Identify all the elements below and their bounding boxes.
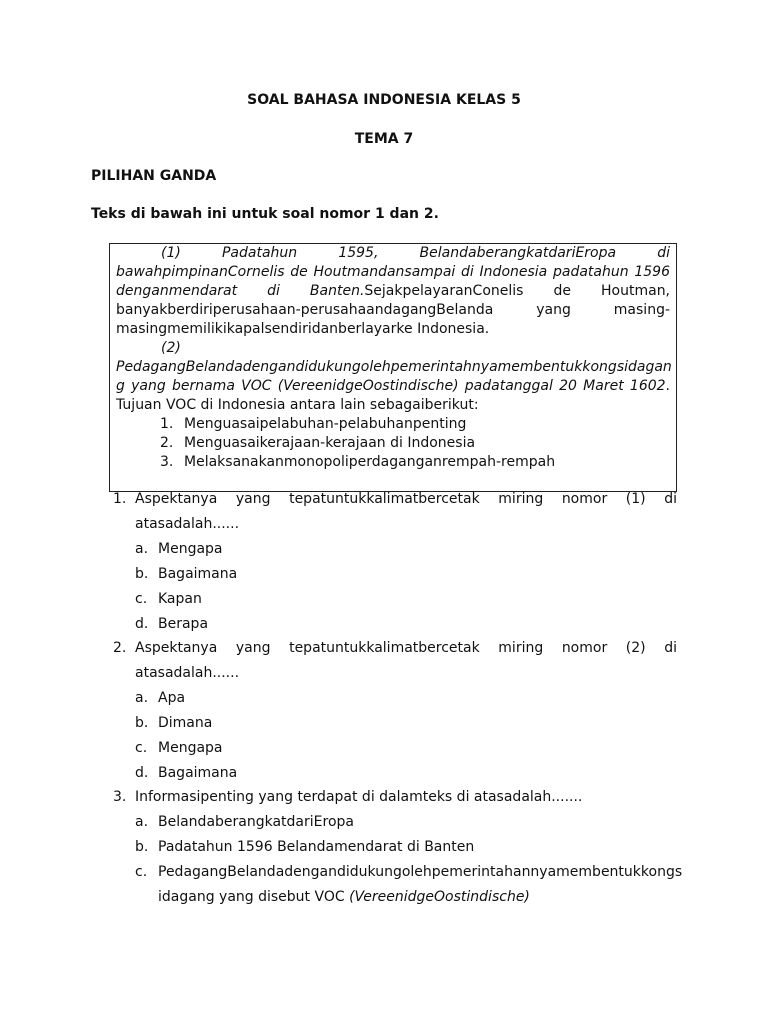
question-text-line1: Aspektanya yang tepatuntukkalimatbercetak miring nomor (2) di: [135, 640, 677, 656]
instruction-text: Teks di bawah ini untuk soal nomor 1 dan 2.: [91, 206, 439, 222]
option-text: BelandaberangkatdariEropa: [158, 814, 354, 830]
option-label: d.: [135, 616, 149, 632]
passage-p1-line5: masingmemilikikapalsendiridanberlayarke Indonesia.: [116, 321, 490, 337]
passage-p2-marker: (2): [161, 340, 181, 356]
option-text: Kapan: [158, 591, 202, 607]
passage-p1-line2: bawahpimpinanCornelis de Houtmandansampai di Indonesia padatahun 1596: [116, 264, 670, 280]
option-label: b.: [135, 715, 149, 731]
question-number: 3.: [113, 789, 127, 805]
passage-p2-line1: PedagangBelandadengandidukungolehpemerintahnyamembentukkongsidagan: [116, 359, 672, 375]
passage-p1-line1: (1) Padatahun 1595, BelandaberangkatdariEropa di: [161, 245, 671, 261]
list-item: 1. Menguasaipelabuhan-pelabuhanpenting: [160, 416, 467, 432]
option-text-line1: PedagangBelandadengandidukungolehpemerintahannyamembentukkongs: [158, 864, 683, 880]
question-text-line2: atasadalah......: [135, 516, 240, 532]
option-text: Mengapa: [158, 541, 223, 557]
question-text-line1: Informasipenting yang terdapat di dalamteks di atasadalah.......: [135, 789, 583, 805]
list-item: 3. Melaksanakanmonopoliperdaganganrempah-rempah: [160, 454, 556, 470]
option-label: c.: [135, 864, 148, 880]
passage-p2-line3: Tujuan VOC di Indonesia antara lain sebagaiberikut:: [116, 397, 479, 413]
option-label: b.: [135, 839, 149, 855]
passage-p1-line4: banyakberdiriperusahaan-perusahaandagangBelanda yang masing-: [116, 302, 671, 318]
question-text-line1: Aspektanya yang tepatuntukkalimatbercetak miring nomor (1) di: [135, 491, 677, 507]
option-text: Apa: [158, 690, 186, 706]
section-heading: PILIHAN GANDA: [91, 168, 217, 184]
voc-goals-list: [116, 415, 670, 472]
document-title: SOAL BAHASA INDONESIA KELAS 5: [247, 92, 521, 108]
theme-title: TEMA 7: [354, 131, 414, 147]
option-text: Berapa: [158, 616, 209, 632]
option-text: Padatahun 1596 Belandamendarat di Banten: [158, 839, 475, 855]
option-label: d.: [135, 765, 149, 781]
option-text-line2: idagang yang disebut VOC (VereenidgeOostindische): [158, 889, 530, 905]
option-label: a.: [135, 541, 149, 557]
question-number: 1.: [113, 491, 127, 507]
question-text-line2: atasadalah......: [135, 665, 240, 681]
passage-p1-line3: denganmendarat di Banten.SejakpelayaranConelis de Houtman,: [116, 283, 671, 299]
list-item: 2. Menguasaikerajaan-kerajaan di Indonesia: [160, 435, 476, 451]
option-label: a.: [135, 690, 149, 706]
passage-p2-line2: g yang bernama VOC (VereenidgeOostindische) padatanggal 20 Maret 1602.: [116, 378, 670, 394]
option-label: c.: [135, 740, 148, 756]
option-text: Dimana: [158, 715, 213, 731]
reading-passage-box: [109, 243, 677, 492]
option-label: a.: [135, 814, 149, 830]
option-text: Bagaimana: [158, 765, 238, 781]
option-label: c.: [135, 591, 148, 607]
option-text: Bagaimana: [158, 566, 238, 582]
option-label: b.: [135, 566, 149, 582]
question-number: 2.: [113, 640, 127, 656]
option-text: Mengapa: [158, 740, 223, 756]
